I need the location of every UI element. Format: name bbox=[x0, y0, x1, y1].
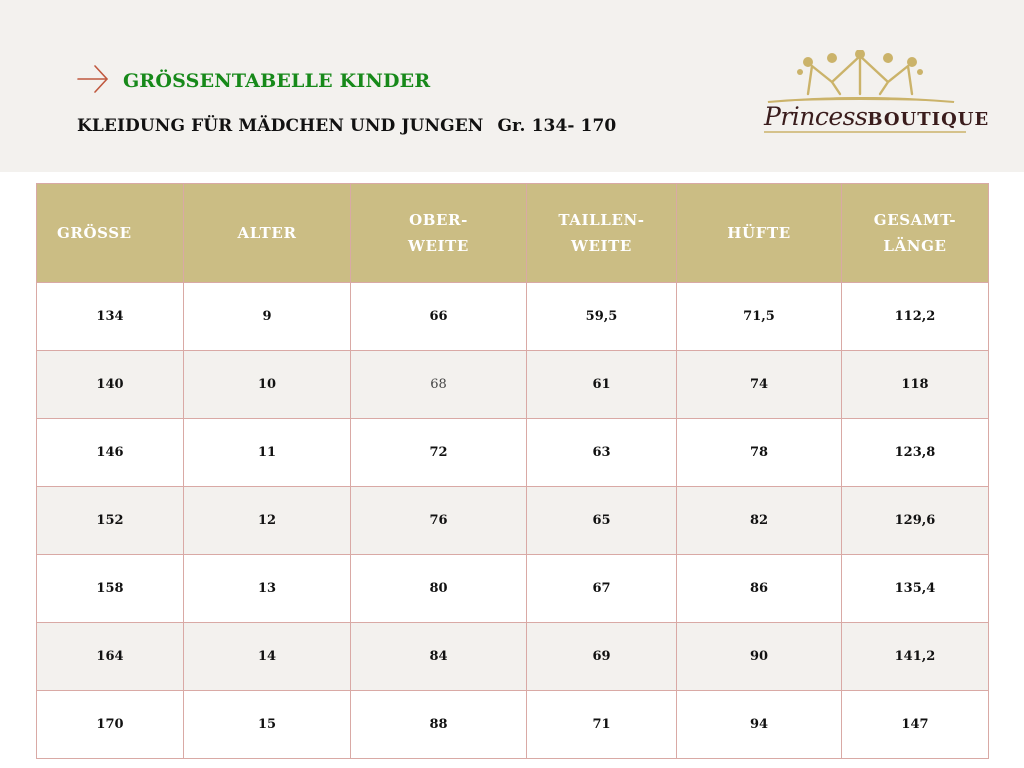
table-cell: 84 bbox=[351, 623, 527, 691]
size-range: Gr. 134- 170 bbox=[497, 116, 617, 136]
page-title: GRÖSSENTABELLE KINDER bbox=[123, 70, 431, 92]
table-cell: 12 bbox=[184, 487, 351, 555]
logo-caps: BOUTIQUE bbox=[867, 109, 990, 130]
table-cell: 71,5 bbox=[677, 283, 842, 351]
table-cell: 78 bbox=[677, 419, 842, 487]
header-band bbox=[0, 0, 1024, 172]
col-header-alter: ALTER bbox=[184, 184, 351, 283]
table-cell: 69 bbox=[527, 623, 677, 691]
table-cell: 164 bbox=[37, 623, 184, 691]
table-cell: 158 bbox=[37, 555, 184, 623]
col-header-huefte: HÜFTE bbox=[677, 184, 842, 283]
table-cell: 9 bbox=[184, 283, 351, 351]
col-header-gesamtlaenge: GESAMT- LÄNGE bbox=[842, 184, 989, 283]
table-row bbox=[37, 555, 989, 623]
subtitle-text: KLEIDUNG FÜR MÄDCHEN UND JUNGEN bbox=[77, 116, 484, 136]
table-cell: 140 bbox=[37, 351, 184, 419]
table-cell: 146 bbox=[37, 419, 184, 487]
table-cell: 86 bbox=[677, 555, 842, 623]
table-cell: 76 bbox=[351, 487, 527, 555]
table-cell: 135,4 bbox=[842, 555, 989, 623]
table-cell: 147 bbox=[842, 691, 989, 759]
table-cell: 94 bbox=[677, 691, 842, 759]
arrow-right-icon bbox=[76, 62, 110, 96]
table-cell: 63 bbox=[527, 419, 677, 487]
table-cell: 74 bbox=[677, 351, 842, 419]
logo-script: Princess bbox=[764, 102, 868, 131]
table-cell: 67 bbox=[527, 555, 677, 623]
table-cell: 129,6 bbox=[842, 487, 989, 555]
table-cell: 72 bbox=[351, 419, 527, 487]
table-cell: 14 bbox=[184, 623, 351, 691]
table-cell: 59,5 bbox=[527, 283, 677, 351]
table-cell: 118 bbox=[842, 351, 989, 419]
table-cell: 82 bbox=[677, 487, 842, 555]
table-row bbox=[37, 419, 989, 487]
table-header-row bbox=[37, 184, 989, 283]
table-row bbox=[37, 283, 989, 351]
table-cell: 71 bbox=[527, 691, 677, 759]
table-cell: 112,2 bbox=[842, 283, 989, 351]
size-table bbox=[36, 183, 989, 759]
logo-wordmark bbox=[764, 102, 989, 131]
col-header-oberweite: OBER- WEITE bbox=[351, 184, 527, 283]
table-cell: 10 bbox=[184, 351, 351, 419]
table-cell: 15 bbox=[184, 691, 351, 759]
table-cell: 61 bbox=[527, 351, 677, 419]
table-row bbox=[37, 351, 989, 419]
table-cell: 90 bbox=[677, 623, 842, 691]
table-row bbox=[37, 691, 989, 759]
col-header-groesse: GRÖSSE bbox=[37, 184, 184, 283]
page-subtitle bbox=[77, 116, 616, 136]
table-cell: 13 bbox=[184, 555, 351, 623]
brand-logo bbox=[760, 50, 990, 142]
table-row bbox=[37, 623, 989, 691]
table-row bbox=[37, 487, 989, 555]
table-cell: 152 bbox=[37, 487, 184, 555]
col-header-taillenweite: TAILLEN- WEITE bbox=[527, 184, 677, 283]
table-cell: 141,2 bbox=[842, 623, 989, 691]
table-cell: 66 bbox=[351, 283, 527, 351]
table-cell: 65 bbox=[527, 487, 677, 555]
table-cell: 170 bbox=[37, 691, 184, 759]
table-cell: 80 bbox=[351, 555, 527, 623]
table-cell: 11 bbox=[184, 419, 351, 487]
table-cell: 68 bbox=[351, 351, 527, 419]
table-cell: 134 bbox=[37, 283, 184, 351]
table-cell: 88 bbox=[351, 691, 527, 759]
table-cell: 123,8 bbox=[842, 419, 989, 487]
